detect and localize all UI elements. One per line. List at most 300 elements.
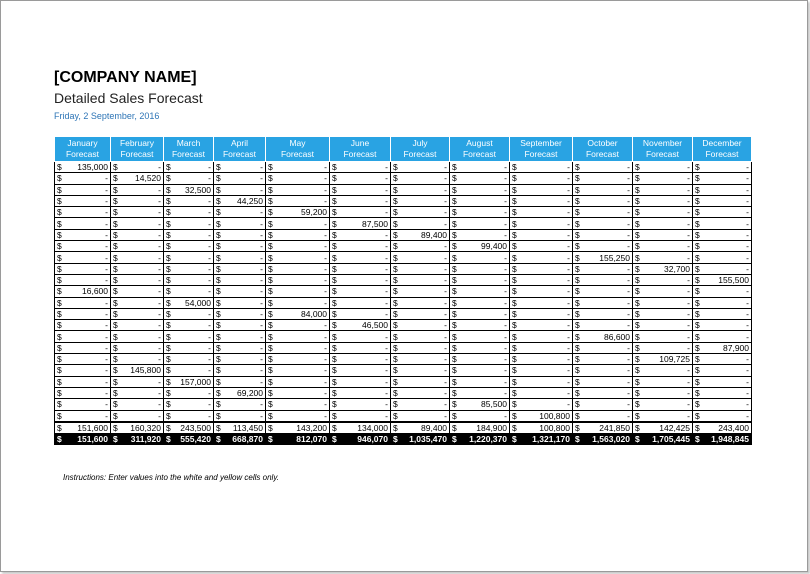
forecast-cell[interactable] xyxy=(633,218,693,229)
forecast-cell[interactable] xyxy=(391,286,450,297)
forecast-cell[interactable] xyxy=(55,263,111,274)
currency-symbol: $ xyxy=(268,173,273,184)
column-month: November xyxy=(642,138,683,148)
forecast-cell[interactable] xyxy=(391,308,450,319)
currency-symbol: $ xyxy=(512,207,517,218)
forecast-cell[interactable] xyxy=(111,331,164,342)
forecast-cell[interactable] xyxy=(450,207,510,218)
forecast-cell[interactable] xyxy=(391,387,450,398)
forecast-cell[interactable] xyxy=(450,252,510,263)
forecast-cell[interactable] xyxy=(164,331,214,342)
forecast-cell[interactable] xyxy=(214,195,266,206)
forecast-cell[interactable] xyxy=(111,354,164,365)
forecast-cell[interactable] xyxy=(164,263,214,274)
forecast-cell[interactable] xyxy=(693,286,752,297)
forecast-cell[interactable] xyxy=(573,207,633,218)
cell-value: - xyxy=(208,162,211,173)
forecast-cell[interactable] xyxy=(450,399,510,410)
forecast-cell[interactable] xyxy=(693,376,752,387)
forecast-cell[interactable] xyxy=(573,263,633,274)
forecast-cell[interactable] xyxy=(214,286,266,297)
forecast-cell[interactable] xyxy=(693,229,752,240)
forecast-cell[interactable] xyxy=(693,320,752,331)
forecast-cell[interactable] xyxy=(214,410,266,422)
forecast-cell[interactable] xyxy=(693,342,752,353)
forecast-cell[interactable] xyxy=(450,274,510,285)
table-row xyxy=(55,218,752,229)
forecast-cell[interactable] xyxy=(214,162,266,173)
forecast-cell[interactable] xyxy=(266,308,330,319)
forecast-cell[interactable] xyxy=(450,387,510,398)
forecast-cell[interactable] xyxy=(214,342,266,353)
forecast-cell[interactable] xyxy=(111,162,164,173)
forecast-cell[interactable] xyxy=(111,252,164,263)
forecast-cell[interactable] xyxy=(266,354,330,365)
forecast-cell[interactable] xyxy=(111,218,164,229)
forecast-cell[interactable] xyxy=(693,162,752,173)
forecast-cell[interactable] xyxy=(111,308,164,319)
forecast-cell[interactable] xyxy=(55,410,111,422)
forecast-cell[interactable] xyxy=(391,263,450,274)
forecast-cell[interactable] xyxy=(266,342,330,353)
forecast-cell[interactable] xyxy=(510,387,573,398)
forecast-cell[interactable] xyxy=(633,162,693,173)
forecast-cell[interactable] xyxy=(55,218,111,229)
forecast-cell[interactable] xyxy=(164,410,214,422)
forecast-cell[interactable] xyxy=(266,184,330,195)
forecast-cell[interactable] xyxy=(55,365,111,376)
forecast-cell[interactable] xyxy=(330,162,391,173)
forecast-cell[interactable] xyxy=(330,218,391,229)
forecast-cell[interactable] xyxy=(164,387,214,398)
forecast-cell[interactable] xyxy=(164,229,214,240)
forecast-cell[interactable] xyxy=(633,274,693,285)
forecast-cell[interactable] xyxy=(633,184,693,195)
forecast-cell[interactable] xyxy=(266,218,330,229)
forecast-cell[interactable] xyxy=(693,410,752,422)
forecast-cell[interactable] xyxy=(330,410,391,422)
forecast-cell[interactable] xyxy=(633,365,693,376)
forecast-cell[interactable] xyxy=(55,354,111,365)
currency-symbol: $ xyxy=(166,252,171,263)
forecast-cell[interactable] xyxy=(510,286,573,297)
forecast-cell[interactable] xyxy=(330,308,391,319)
forecast-cell[interactable] xyxy=(164,308,214,319)
forecast-cell[interactable] xyxy=(450,286,510,297)
forecast-cell[interactable] xyxy=(633,376,693,387)
forecast-cell[interactable] xyxy=(111,229,164,240)
forecast-cell[interactable] xyxy=(164,320,214,331)
forecast-cell[interactable] xyxy=(693,173,752,184)
forecast-cell[interactable] xyxy=(330,263,391,274)
forecast-cell[interactable] xyxy=(450,173,510,184)
forecast-cell[interactable] xyxy=(164,286,214,297)
forecast-cell[interactable] xyxy=(330,320,391,331)
forecast-cell[interactable] xyxy=(111,263,164,274)
forecast-cell[interactable] xyxy=(573,331,633,342)
forecast-cell[interactable] xyxy=(214,399,266,410)
forecast-cell[interactable] xyxy=(214,173,266,184)
forecast-cell[interactable] xyxy=(633,263,693,274)
forecast-cell[interactable] xyxy=(266,331,330,342)
forecast-cell[interactable] xyxy=(164,207,214,218)
forecast-cell[interactable] xyxy=(573,173,633,184)
forecast-cell[interactable] xyxy=(510,195,573,206)
forecast-cell[interactable] xyxy=(510,354,573,365)
forecast-cell[interactable] xyxy=(55,308,111,319)
forecast-cell[interactable] xyxy=(330,286,391,297)
forecast-cell[interactable] xyxy=(450,365,510,376)
forecast-cell[interactable] xyxy=(55,184,111,195)
forecast-cell[interactable] xyxy=(164,342,214,353)
forecast-cell[interactable] xyxy=(266,399,330,410)
forecast-cell[interactable] xyxy=(510,399,573,410)
forecast-cell[interactable] xyxy=(391,241,450,252)
cell-value: 812,070 xyxy=(296,434,327,445)
forecast-cell[interactable] xyxy=(391,218,450,229)
forecast-cell[interactable] xyxy=(450,241,510,252)
forecast-cell[interactable] xyxy=(573,241,633,252)
forecast-cell[interactable] xyxy=(450,354,510,365)
forecast-cell[interactable] xyxy=(391,410,450,422)
forecast-cell[interactable] xyxy=(214,274,266,285)
forecast-cell[interactable] xyxy=(573,218,633,229)
forecast-cell[interactable] xyxy=(214,184,266,195)
forecast-cell[interactable] xyxy=(391,252,450,263)
forecast-cell[interactable] xyxy=(164,252,214,263)
cell-value: - xyxy=(444,207,447,218)
forecast-cell[interactable] xyxy=(510,342,573,353)
forecast-cell[interactable] xyxy=(164,173,214,184)
forecast-cell[interactable] xyxy=(510,365,573,376)
forecast-cell[interactable] xyxy=(450,342,510,353)
forecast-cell[interactable] xyxy=(164,399,214,410)
forecast-cell[interactable] xyxy=(266,229,330,240)
forecast-cell[interactable] xyxy=(214,331,266,342)
forecast-cell[interactable] xyxy=(330,274,391,285)
forecast-cell[interactable] xyxy=(510,218,573,229)
forecast-cell[interactable] xyxy=(391,320,450,331)
forecast-cell[interactable] xyxy=(164,184,214,195)
forecast-cell[interactable] xyxy=(693,263,752,274)
forecast-cell[interactable] xyxy=(633,320,693,331)
forecast-cell[interactable] xyxy=(510,173,573,184)
forecast-cell[interactable] xyxy=(633,229,693,240)
forecast-cell[interactable] xyxy=(450,410,510,422)
forecast-cell[interactable] xyxy=(330,331,391,342)
forecast-cell[interactable] xyxy=(111,376,164,387)
forecast-cell[interactable] xyxy=(391,342,450,353)
forecast-cell[interactable] xyxy=(693,184,752,195)
currency-symbol: $ xyxy=(512,196,517,207)
forecast-cell[interactable] xyxy=(633,286,693,297)
forecast-cell[interactable] xyxy=(266,297,330,308)
forecast-cell[interactable] xyxy=(391,195,450,206)
forecast-cell[interactable] xyxy=(55,173,111,184)
forecast-cell[interactable] xyxy=(55,387,111,398)
cell-value: - xyxy=(567,365,570,376)
forecast-cell[interactable] xyxy=(450,376,510,387)
forecast-cell[interactable] xyxy=(693,195,752,206)
forecast-cell[interactable] xyxy=(266,162,330,173)
forecast-cell[interactable] xyxy=(330,241,391,252)
forecast-cell[interactable] xyxy=(391,207,450,218)
forecast-cell[interactable] xyxy=(391,173,450,184)
forecast-cell[interactable] xyxy=(266,365,330,376)
forecast-cell[interactable] xyxy=(391,376,450,387)
forecast-cell[interactable] xyxy=(633,297,693,308)
forecast-cell[interactable] xyxy=(55,376,111,387)
forecast-cell[interactable] xyxy=(693,308,752,319)
forecast-cell[interactable] xyxy=(111,410,164,422)
forecast-cell[interactable] xyxy=(510,229,573,240)
forecast-cell[interactable] xyxy=(693,241,752,252)
forecast-cell[interactable] xyxy=(633,410,693,422)
column-header xyxy=(330,137,391,162)
forecast-cell[interactable] xyxy=(111,241,164,252)
forecast-cell[interactable] xyxy=(266,263,330,274)
currency-symbol: $ xyxy=(452,196,457,207)
forecast-cell[interactable] xyxy=(391,297,450,308)
forecast-cell[interactable] xyxy=(573,184,633,195)
forecast-cell[interactable] xyxy=(111,399,164,410)
forecast-cell[interactable] xyxy=(266,387,330,398)
forecast-cell[interactable] xyxy=(573,297,633,308)
cell-value: - xyxy=(208,263,211,274)
forecast-cell[interactable] xyxy=(164,354,214,365)
column-month: April xyxy=(230,138,248,148)
forecast-cell[interactable] xyxy=(111,184,164,195)
forecast-cell[interactable] xyxy=(693,297,752,308)
forecast-cell[interactable] xyxy=(266,376,330,387)
forecast-cell[interactable] xyxy=(633,195,693,206)
forecast-cell[interactable] xyxy=(164,297,214,308)
forecast-cell[interactable] xyxy=(573,274,633,285)
forecast-cell[interactable] xyxy=(573,162,633,173)
forecast-cell[interactable] xyxy=(330,184,391,195)
forecast-cell[interactable] xyxy=(330,229,391,240)
forecast-cell[interactable] xyxy=(510,241,573,252)
forecast-cell[interactable] xyxy=(510,263,573,274)
forecast-cell[interactable] xyxy=(266,274,330,285)
forecast-cell[interactable] xyxy=(573,229,633,240)
forecast-cell[interactable] xyxy=(573,387,633,398)
forecast-cell[interactable] xyxy=(214,387,266,398)
forecast-cell[interactable] xyxy=(693,331,752,342)
forecast-cell[interactable] xyxy=(510,320,573,331)
forecast-cell[interactable] xyxy=(55,207,111,218)
forecast-cell[interactable] xyxy=(214,376,266,387)
forecast-cell[interactable] xyxy=(214,241,266,252)
forecast-cell[interactable] xyxy=(391,331,450,342)
forecast-cell[interactable] xyxy=(693,365,752,376)
forecast-cell[interactable] xyxy=(450,195,510,206)
forecast-cell[interactable] xyxy=(55,229,111,240)
forecast-cell[interactable] xyxy=(693,252,752,263)
forecast-cell[interactable] xyxy=(573,195,633,206)
forecast-cell[interactable] xyxy=(111,365,164,376)
forecast-cell[interactable] xyxy=(450,308,510,319)
forecast-cell[interactable] xyxy=(55,195,111,206)
forecast-cell[interactable] xyxy=(111,207,164,218)
forecast-cell[interactable] xyxy=(573,376,633,387)
forecast-cell[interactable] xyxy=(164,195,214,206)
forecast-cell[interactable] xyxy=(693,207,752,218)
forecast-cell[interactable] xyxy=(330,252,391,263)
forecast-cell[interactable] xyxy=(266,252,330,263)
forecast-cell[interactable] xyxy=(55,252,111,263)
forecast-cell[interactable] xyxy=(214,354,266,365)
forecast-cell[interactable] xyxy=(55,331,111,342)
forecast-cell[interactable] xyxy=(111,173,164,184)
forecast-cell[interactable] xyxy=(266,207,330,218)
forecast-cell[interactable] xyxy=(510,207,573,218)
forecast-cell[interactable] xyxy=(510,252,573,263)
forecast-cell[interactable] xyxy=(391,184,450,195)
forecast-cell[interactable] xyxy=(510,410,573,422)
forecast-cell[interactable] xyxy=(266,241,330,252)
forecast-cell[interactable] xyxy=(111,342,164,353)
forecast-cell[interactable] xyxy=(164,162,214,173)
currency-symbol: $ xyxy=(452,241,457,252)
forecast-cell[interactable] xyxy=(633,354,693,365)
forecast-cell[interactable] xyxy=(510,331,573,342)
cell-value: - xyxy=(746,331,749,342)
forecast-cell[interactable] xyxy=(573,252,633,263)
forecast-cell[interactable] xyxy=(111,286,164,297)
forecast-cell[interactable] xyxy=(214,320,266,331)
forecast-cell[interactable] xyxy=(266,173,330,184)
forecast-cell[interactable] xyxy=(633,241,693,252)
forecast-cell[interactable] xyxy=(633,387,693,398)
forecast-cell[interactable] xyxy=(111,297,164,308)
forecast-cell[interactable] xyxy=(573,354,633,365)
forecast-cell[interactable] xyxy=(266,410,330,422)
forecast-cell[interactable] xyxy=(693,387,752,398)
forecast-cell[interactable] xyxy=(450,184,510,195)
forecast-cell[interactable] xyxy=(633,252,693,263)
forecast-cell[interactable] xyxy=(391,274,450,285)
forecast-cell[interactable] xyxy=(450,162,510,173)
forecast-cell[interactable] xyxy=(55,320,111,331)
forecast-cell[interactable] xyxy=(573,365,633,376)
currency-symbol: $ xyxy=(635,229,640,240)
forecast-cell[interactable] xyxy=(693,218,752,229)
forecast-cell[interactable] xyxy=(111,195,164,206)
forecast-cell[interactable] xyxy=(330,342,391,353)
forecast-cell[interactable] xyxy=(164,241,214,252)
forecast-cell[interactable] xyxy=(214,365,266,376)
forecast-cell[interactable] xyxy=(391,162,450,173)
forecast-cell[interactable] xyxy=(450,218,510,229)
company-name[interactable]: [COMPANY NAME] xyxy=(54,69,197,86)
forecast-cell[interactable] xyxy=(633,342,693,353)
forecast-cell[interactable] xyxy=(330,297,391,308)
forecast-cell[interactable] xyxy=(693,274,752,285)
forecast-cell[interactable] xyxy=(330,354,391,365)
forecast-cell[interactable] xyxy=(633,308,693,319)
forecast-cell[interactable] xyxy=(55,286,111,297)
cell-value: - xyxy=(627,399,630,410)
forecast-cell[interactable] xyxy=(450,297,510,308)
forecast-cell[interactable] xyxy=(55,241,111,252)
forecast-cell[interactable] xyxy=(573,320,633,331)
forecast-cell[interactable] xyxy=(510,274,573,285)
forecast-cell[interactable] xyxy=(330,173,391,184)
forecast-cell[interactable] xyxy=(510,376,573,387)
forecast-cell[interactable] xyxy=(164,274,214,285)
forecast-cell[interactable] xyxy=(330,195,391,206)
forecast-cell[interactable] xyxy=(510,184,573,195)
forecast-cell[interactable] xyxy=(214,263,266,274)
forecast-cell[interactable] xyxy=(510,308,573,319)
forecast-cell[interactable] xyxy=(111,274,164,285)
forecast-cell[interactable] xyxy=(214,308,266,319)
column-month: October xyxy=(587,138,618,148)
currency-symbol: $ xyxy=(57,399,62,410)
forecast-cell[interactable] xyxy=(633,399,693,410)
forecast-cell[interactable] xyxy=(214,229,266,240)
forecast-cell[interactable] xyxy=(330,399,391,410)
forecast-cell[interactable] xyxy=(450,331,510,342)
forecast-cell[interactable] xyxy=(111,387,164,398)
forecast-cell[interactable] xyxy=(450,263,510,274)
forecast-cell[interactable] xyxy=(214,207,266,218)
forecast-cell[interactable] xyxy=(266,320,330,331)
forecast-cell[interactable] xyxy=(55,342,111,353)
forecast-cell[interactable] xyxy=(55,274,111,285)
forecast-cell[interactable] xyxy=(391,365,450,376)
forecast-cell[interactable] xyxy=(573,399,633,410)
forecast-cell[interactable] xyxy=(391,354,450,365)
forecast-cell[interactable] xyxy=(633,207,693,218)
forecast-cell[interactable] xyxy=(693,399,752,410)
forecast-cell[interactable] xyxy=(510,297,573,308)
forecast-cell[interactable] xyxy=(55,297,111,308)
currency-symbol: $ xyxy=(57,320,62,331)
forecast-cell[interactable] xyxy=(633,173,693,184)
forecast-cell[interactable] xyxy=(510,162,573,173)
forecast-cell[interactable] xyxy=(266,286,330,297)
forecast-cell[interactable] xyxy=(330,365,391,376)
forecast-cell[interactable] xyxy=(164,365,214,376)
forecast-cell[interactable] xyxy=(330,376,391,387)
cell-value: - xyxy=(260,286,263,297)
forecast-cell[interactable] xyxy=(693,354,752,365)
forecast-cell[interactable] xyxy=(450,320,510,331)
cell-value: - xyxy=(504,410,507,421)
forecast-cell[interactable] xyxy=(164,218,214,229)
forecast-cell[interactable] xyxy=(55,162,111,173)
forecast-cell[interactable] xyxy=(391,229,450,240)
forecast-cell[interactable] xyxy=(573,286,633,297)
forecast-cell[interactable] xyxy=(266,195,330,206)
forecast-cell[interactable] xyxy=(214,252,266,263)
forecast-cell[interactable] xyxy=(573,410,633,422)
forecast-cell[interactable] xyxy=(633,331,693,342)
forecast-cell[interactable] xyxy=(330,387,391,398)
forecast-cell[interactable] xyxy=(391,399,450,410)
forecast-cell[interactable] xyxy=(164,376,214,387)
forecast-cell[interactable] xyxy=(450,229,510,240)
forecast-cell[interactable] xyxy=(214,297,266,308)
forecast-cell[interactable] xyxy=(55,399,111,410)
forecast-cell[interactable] xyxy=(573,342,633,353)
forecast-cell[interactable] xyxy=(111,320,164,331)
forecast-cell[interactable] xyxy=(330,207,391,218)
forecast-cell[interactable] xyxy=(573,308,633,319)
forecast-cell[interactable] xyxy=(214,218,266,229)
